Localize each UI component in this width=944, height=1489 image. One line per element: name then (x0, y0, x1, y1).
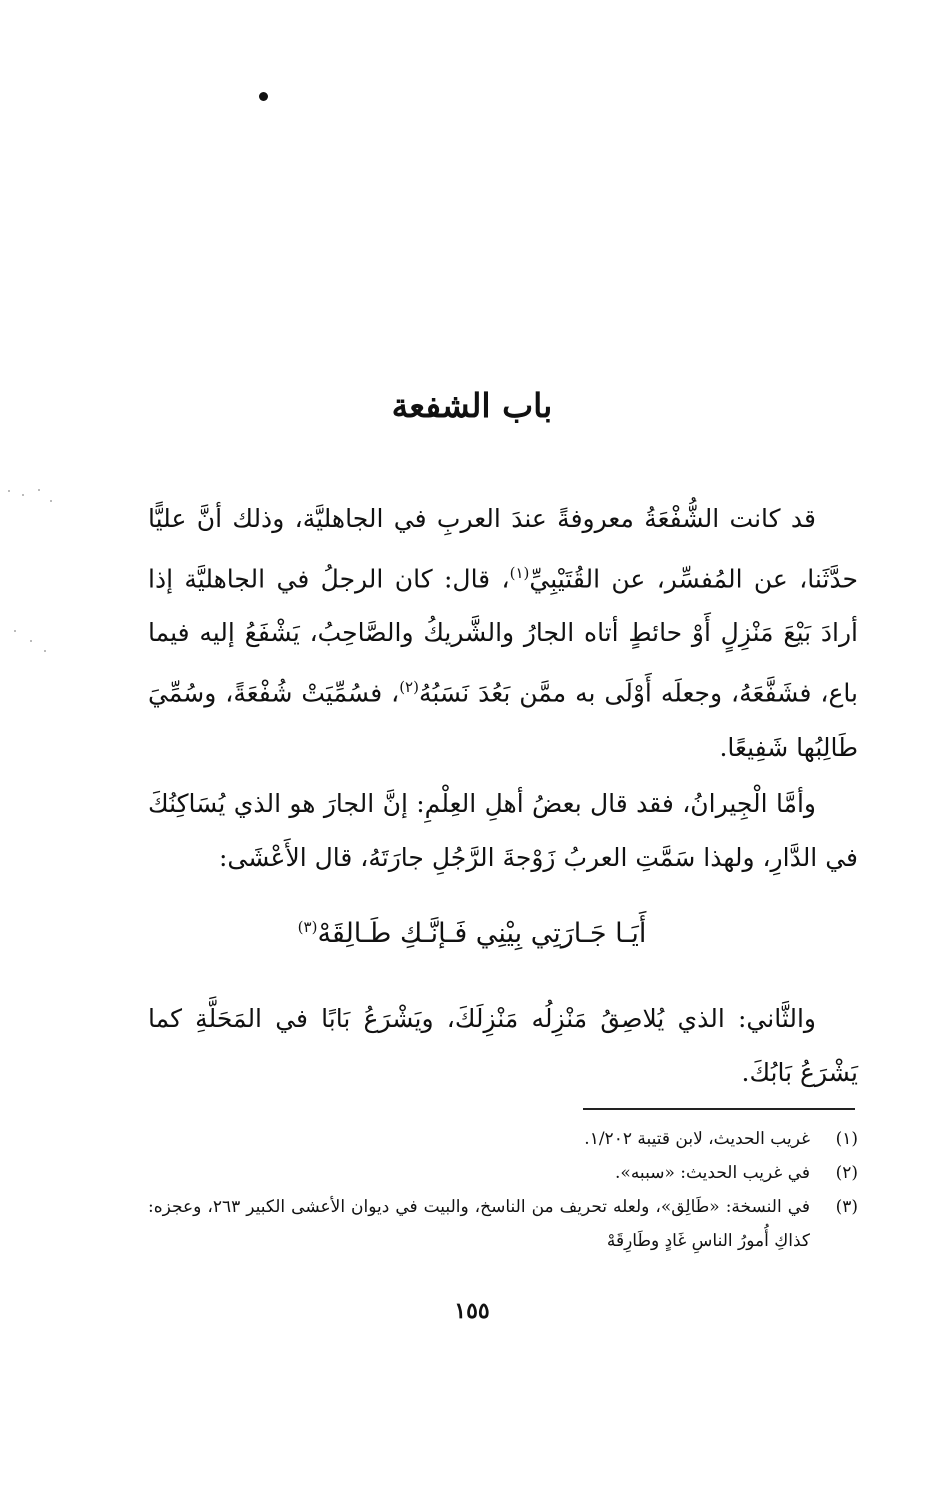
poem-verse (0, 918, 944, 949)
footnote-number: (١) (835, 1129, 858, 1149)
page-number: ١٥٥ (454, 1298, 490, 1324)
footnote-ref-3: (٣) (297, 918, 318, 936)
margin-speckles (0, 480, 60, 780)
paragraph-2-text: وأمَّا الْجِيرانُ، فقد قال بعضُ أهلِ العِلْمِ: إنَّ الجارَ هو الذي يُسَاكِنُكَ في الدَّارِ، ولهذا سَمَّتِ العربُ زَوْجةَ الرَّجُلِ جارَتَهُ، قال الأَعْشَى: (148, 789, 858, 872)
paragraph-1-text: قد كانت الشُّفْعَةُ معروفةً عندَ العربِ في الجاهليَّة، وذلك أنَّ عليًّا حدَّثَنا، عن المُفسِّر، عن القُتَيْبِيِّ (148, 504, 858, 594)
footnotes (148, 1122, 858, 1258)
footnote-2 (148, 1156, 858, 1190)
paragraph-1-text-2: ، قال: كان الرجلُ في الجاهليَّة إذا أرادَ بَيْعَ مَنْزِلٍ أَوْ حائطٍ أتاه الجارُ والشَّريكُ والصَّاحِبُ، يَشْفَعُ إليه فيما باع، فشَفَّعَهُ، وجعلَه أَوْلَى به ممَّن بَعُدَ نَسَبُهُ (148, 564, 858, 708)
footnote-text: في غريب الحديث: «سببه». (615, 1163, 810, 1183)
footnote-text: غريب الحديث، لابن قتيبة ١/٢٠٢. (584, 1129, 810, 1149)
ink-dot (259, 92, 268, 101)
footnote-number: (٢) (835, 1163, 858, 1183)
footnote-text: في النسخة: «طَالِق»، ولعله تحريف من الناسخ، والبيت في ديوان الأعشى الكبير ٢٦٣، وعجزه: كذاكِ أُمورُ الناسِ غَادٍ وطَارِقَهْ (148, 1197, 811, 1251)
footnote-3 (148, 1190, 858, 1258)
paragraph-2 (148, 777, 858, 885)
paragraph-3 (148, 992, 858, 1100)
footnote-number: (٣) (835, 1197, 858, 1217)
paragraph-3-text: والثَّاني: الذي يُلاصِقُ مَنْزِلُه مَنْزِلَكَ، ويَشْرَعُ بَابًا في المَحَلَّةِ كما يَشْرَعُ بَابُكَ. (148, 1004, 858, 1087)
footnote-ref-2: (٢) (399, 678, 419, 697)
chapter-title: باب الشفعة (391, 386, 553, 425)
paragraph-1 (148, 492, 858, 775)
footnote-divider (583, 1108, 855, 1110)
footnote-1 (148, 1122, 858, 1156)
paragraph-1-text-3: ، فسُمِّيَتْ شُفْعَةً، وسُمِّيَ طَالِبُها شَفِيعًا. (148, 678, 858, 762)
verse-text: أَيَـا جَـارَتِي بِيْنِي فَـإنَّـكِ طَـالِقَهْ (317, 918, 647, 949)
footnote-ref-1: (١) (509, 564, 530, 582)
